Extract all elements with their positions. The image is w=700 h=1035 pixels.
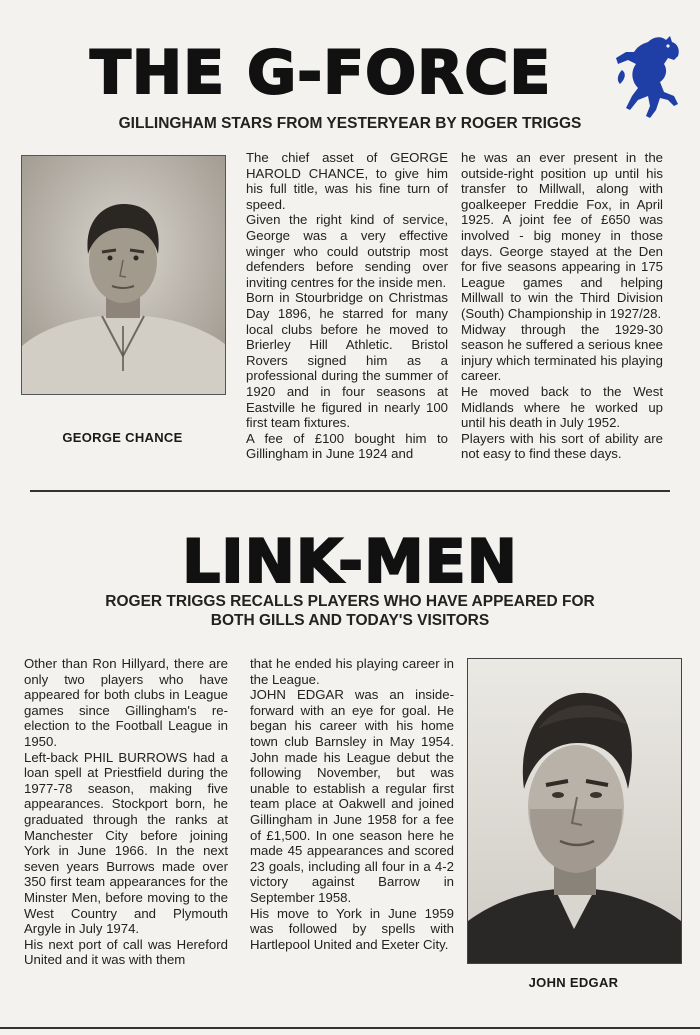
link-men-paragraph: JOHN EDGAR was an inside-forward with an eye for goal. He began his career with his home town club Barnsley in May 1954. John made his League debut the following November, but was unable to establish a regular first team place at Oakwell and joined Gillingham in June 1958 for a fee of £1,500. In one season here he made 45 appearances and scored 23 goals, including all four in a 4-2 victory against Barrow in September 1958. — [250, 687, 454, 905]
g-force-subtitle: GILLINGHAM STARS FROM YESTERYEAR BY ROGER TRIGGS — [118, 115, 582, 132]
g-force-column-2 — [461, 150, 663, 486]
john-edgar-photo — [467, 658, 682, 964]
g-force-title: THE G-FORCE — [90, 38, 552, 108]
link-men-subtitle-line-1: ROGER TRIGGS RECALLS PLAYERS WHO HAVE APPEARED FOR — [105, 593, 595, 610]
g-force-column-1 — [246, 150, 448, 486]
link-men-paragraph: Other than Ron Hillyard, there are only two players who have appeared for both clubs in League games since Gillingham's re-election to the Football League in 1950. — [24, 656, 228, 749]
g-force-paragraph: Players with his sort of ability are not easy to find these days. — [461, 430, 663, 462]
g-force-paragraph: Midway through the 1929-30 season he suffered a serious knee injury which terminated his playing career. — [461, 321, 663, 384]
link-men-title: LINK-MEN — [182, 527, 518, 597]
g-force-paragraph: He moved back to the West Midlands where he worked up until his death in July 1952. — [461, 383, 663, 431]
george-chance-photo — [21, 155, 226, 395]
section-divider — [30, 490, 670, 492]
link-men-paragraph: His next port of call was Hereford United and it was with them — [24, 936, 228, 968]
link-men-column-2 — [250, 656, 454, 992]
g-force-paragraph: Given the right kind of service, George was a very effective winger who could outstrip most defenders before sending over inviting centres for the inside men. — [246, 212, 448, 290]
john-edgar-caption: JOHN EDGAR — [528, 975, 619, 990]
rampant-horse-icon — [608, 30, 694, 120]
link-men-paragraph: His move to York in June 1959 was followed by spells with Hartlepool United and Exeter City. — [250, 905, 454, 952]
link-men-column-1 — [24, 656, 228, 992]
bottom-divider — [0, 1027, 700, 1029]
g-force-paragraph: Born in Stourbridge on Christmas Day 1896, he starred for many local clubs before he moved to Brierley Hill Athletic. Bristol Rovers signed him as a professional during the summer of 1920 and in four seasons at Eastville he figured in nearly 100 first team fixtures. — [246, 290, 448, 431]
g-force-paragraph: The chief asset of GEORGE HAROLD CHANCE, to give him his full title, was his fine turn of speed. — [246, 150, 448, 212]
george-chance-caption: GEORGE CHANCE — [62, 430, 183, 445]
link-men-paragraph: Left-back PHIL BURROWS had a loan spell at Priestfield during the 1977-78 season, making five appearances. Stockport born, he graduated through the ranks at Manchester City before joining York in June 1966. In the next seven years Burrows made over 350 first team appearances for the Minster Men, before moving to the West Country and Plymouth Argyle in July 1974. — [24, 749, 228, 937]
link-men-paragraph: that he ended his playing career in the League. — [250, 656, 454, 687]
g-force-paragraph: he was an ever present in the outside-right position up until his transfer to Millwall, along with goalkeeper Freddie Fox, in April 1925. A joint fee of £650 was involved - big money in those days. George stayed at the Den for five seasons appearing in 175 League games and helping Millwall to win the Third Division (South) Championship in 1927/28. — [461, 150, 663, 321]
link-men-subtitle-line-2: BOTH GILLS AND TODAY'S VISITORS — [210, 612, 490, 629]
g-force-paragraph: A fee of £100 bought him to Gillingham in June 1924 and — [246, 430, 448, 462]
